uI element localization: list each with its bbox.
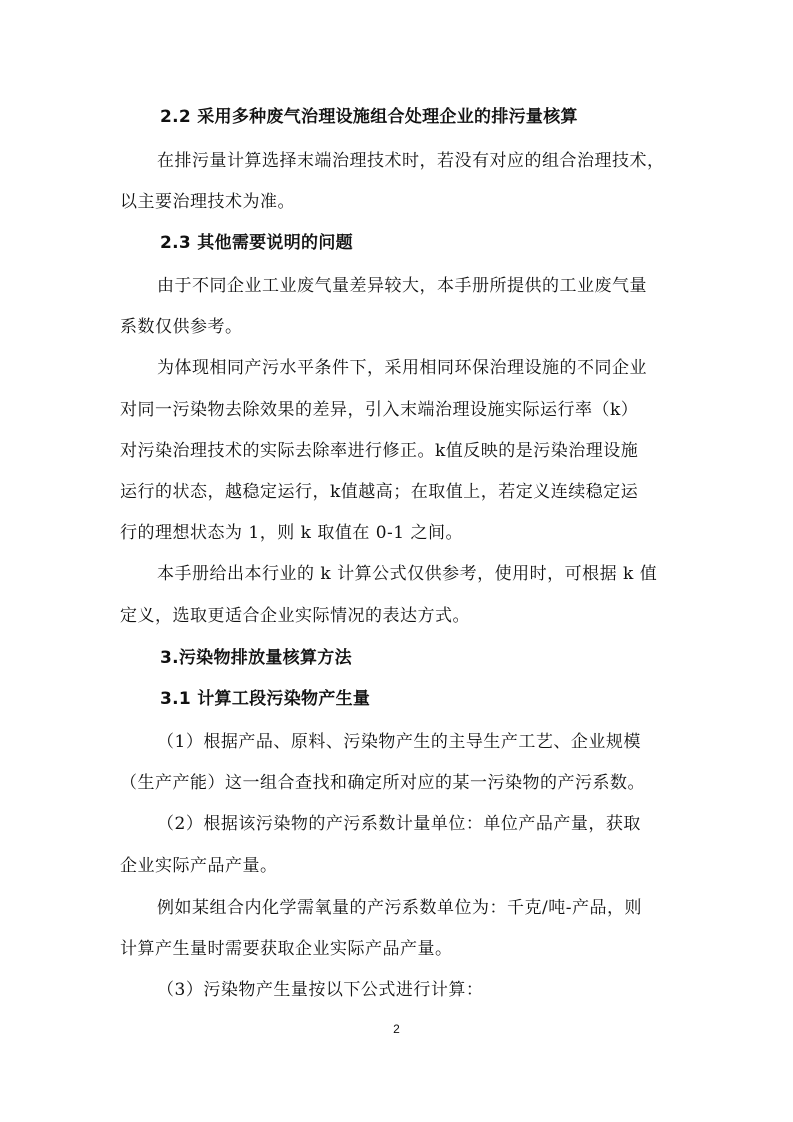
paragraph-line: 系数仅供参考。: [120, 317, 243, 337]
paragraph-line: 计算产生量时需要获取企业实际产品产量。: [120, 939, 453, 959]
paragraph-line: 定义，选取更适合企业实际情况的表达方式。: [120, 606, 470, 626]
paragraph-line: （2）根据该污染物的产污系数计量单位：单位产品产量，获取: [157, 814, 641, 834]
heading-3-1: 3.1 计算工段污染物产生量: [160, 689, 371, 709]
paragraph-line: （1）根据产品、原料、污染物产生的主导生产工艺、企业规模: [157, 732, 641, 752]
heading-2-2: 2.2 采用多种废气治理设施组合处理企业的排污量核算: [160, 107, 578, 127]
paragraph-line: 本手册给出本行业的 k 计算公式仅供参考，使用时，可根据 k 值: [157, 564, 658, 584]
heading-2-3: 2.3 其他需要说明的问题: [160, 233, 353, 253]
page-number: 2: [393, 1022, 400, 1036]
paragraph-line: 由于不同企业工业废气量差异较大，本手册所提供的工业废气量: [157, 276, 647, 296]
paragraph-line: 对污染治理技术的实际去除率进行修正。k值反映的是污染治理设施: [120, 441, 639, 461]
paragraph-line: 为体现相同产污水平条件下，采用相同环保治理设施的不同企业: [157, 358, 647, 378]
paragraph-line: 企业实际产品产量。: [120, 856, 278, 876]
paragraph-line: （3）污染物产生量按以下公式进行计算：: [157, 980, 484, 1000]
paragraph-line: 运行的状态，越稳定运行，k值越高；在取值上，若定义连续稳定运: [120, 482, 639, 502]
paragraph-line: 以主要治理技术为准。: [120, 192, 295, 212]
paragraph-line: 在排污量计算选择末端治理技术时，若没有对应的组合治理技术，: [157, 151, 665, 171]
paragraph-line: 行的理想状态为 1，则 k 取值在 0-1 之间。: [120, 523, 464, 543]
paragraph-line: 对同一污染物去除效果的差异，引入末端治理设施实际运行率（k）: [120, 400, 639, 420]
paragraph-line: （生产产能）这一组合查找和确定所对应的某一污染物的产污系数。: [120, 773, 645, 793]
paragraph-line: 例如某组合内化学需氧量的产污系数单位为：千克/吨-产品，则: [157, 898, 642, 918]
heading-3: 3.污染物排放量核算方法: [160, 648, 352, 668]
